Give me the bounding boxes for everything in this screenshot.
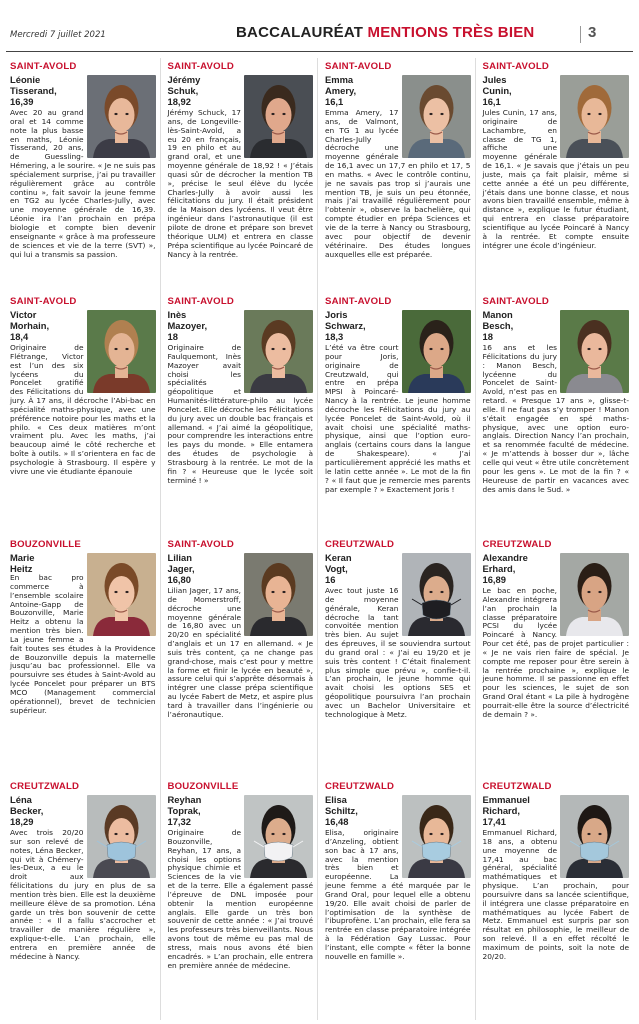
student-photo: [244, 553, 313, 636]
student-entry: [479, 778, 634, 1020]
students-grid: [6, 58, 633, 1020]
student-name: Schwarz,: [325, 320, 366, 331]
student-name: Cunin,: [482, 85, 512, 96]
town-label: SAINT-AVOLD: [167, 539, 235, 550]
student-entry: [321, 58, 476, 293]
student-name: Vogt,: [325, 563, 348, 574]
student-name: Toprak,: [167, 805, 201, 816]
student-name: Emma: [325, 74, 354, 85]
town-label: CREUTZWALD: [325, 539, 395, 550]
student-grade: 18,92: [167, 96, 191, 107]
student-photo: [402, 795, 471, 878]
student-photo: [244, 75, 313, 158]
title-accent: MENTIONS TRÈS BIEN: [367, 24, 535, 41]
student-grade: 16: [325, 574, 336, 585]
student-name: Jager,: [167, 563, 195, 574]
student-grade: 18: [482, 331, 493, 342]
student-article-text: Originaire de Faulquemont, Inès Mazoyer avait choisi les spécialités géopolitique et Humanités-littérature-philo au lycée Poncelet. Elle décroche les Félicitations du jury avec un double bac français et allemand. « J’ai aimé la géopolitique, pour comprendre les interactions entre les pays du monde. » Elle entamera des études de psychologie à Strasbourg à la rentrée. Le mot de la fin ? « Heureuse que le lycée soit terminé ! »: [167, 343, 313, 485]
student-entry: [164, 58, 319, 293]
student-photo: [87, 795, 156, 878]
student-article-text: Originaire de Flétrange, Victor est l’un des six lycéens du Poncelet gratifié des Félicitations du jury. À 17 ans, il décroche l’Abi-bac en spécialité maths-physique, avec une préférence notoire pour les maths et la philo. « Ces deux matières m’ont vraiment plu. Avec les maths, j’ai beaucoup aimé le côté recherche et boîte à outils. » Il s’orientera en fac de psychologie à Strasbourg. Il espère y vivre une vie étudiante épanouie: [10, 343, 156, 476]
student-name: Alexandre: [482, 552, 528, 563]
student-name: Jérémy: [167, 74, 201, 85]
town-label: BOUZONVILLE: [167, 781, 239, 792]
header-rule: [6, 51, 633, 52]
student-name: Reyhan: [167, 794, 202, 805]
student-name: Elisa: [325, 794, 347, 805]
student-name: Joris: [325, 309, 348, 320]
student-grade: 16,39: [10, 96, 34, 107]
student-photo: [244, 310, 313, 393]
town-label: BOUZONVILLE: [10, 539, 81, 550]
student-entry: [479, 58, 634, 293]
student-article-text: Lilian Jager, 17 ans, de Momerstroff, décroche une moyenne générale de 16,80 avec un 20/20 en spécialité d’anglais et un 17 en allemand. « Je suis très content, ça ne change pas grand-chose, mais c’est pour y mettre la forme et finir le lycée en beauté », assure celui qui s’apprête désormais à intégrer une classe prépa scientifique au lycée Fabert de Metz, et aspire plus tard à travailler dans l’ingénierie ou l’aéronautique.: [167, 586, 313, 719]
student-name: Victor: [10, 309, 37, 320]
student-grade: 18,3: [325, 331, 344, 342]
student-name: Lilian: [167, 552, 192, 563]
student-name: Manon: [482, 309, 513, 320]
student-name: Marie: [10, 552, 35, 563]
student-grade: 17,32: [167, 816, 191, 827]
student-photo: [402, 75, 471, 158]
page-title: [236, 24, 534, 41]
town-label: CREUTZWALD: [482, 539, 552, 550]
student-entry: [321, 778, 476, 1020]
student-name: Keran: [325, 552, 352, 563]
town-label: SAINT-AVOLD: [10, 296, 77, 307]
student-entry: [479, 536, 634, 778]
student-article-text: Emmanuel Richard, 18 ans, a obtenu une moyenne de 17,41 au bac général, spécialité mathématiques et physique. L’an prochain, pour poursuivre dans sa lancée scientifique, il intégrera une classe préparatoire en mathématiques au lycée Fabert de Metz. Emmanuel est surpris par son résultat en philosophie, le meilleur de son relevé. Il a en effet récolté le maximum de points, soit la note de 20/20.: [482, 828, 629, 961]
student-name: Tisserand,: [10, 85, 57, 96]
student-photo: [87, 75, 156, 158]
town-label: SAINT-AVOLD: [325, 61, 392, 72]
student-photo: [87, 553, 156, 636]
town-label: SAINT-AVOLD: [482, 296, 550, 307]
student-article-text: Avec 20 au grand oral et 14 comme note la plus basse en maths, Léonie Tisserand, 20 ans, de Guessling-Hémering, a le sourire. « Je ne suis pas spécialement surprise, j’ai pu travailler régulièrement grâce au contrôle continu », fait savoir la jeune femme en TG2 au lycée Charles-Jully, avec une moyenne générale de 16,39. Léonie ira l’an prochain en prépa biologie et compte bien devenir enseignante « grâce à ma professeure de sciences et vie de la terre (SVT) », qui lui a transmis sa passion.: [10, 108, 156, 259]
student-name: Inès: [167, 309, 187, 320]
student-entry: [164, 536, 319, 778]
student-photo: [560, 553, 629, 636]
student-article-text: 16 ans et les Félicitations du jury : Manon Besch, lycéenne du Poncelet de Saint-Avold, n’est pas en retard. « Presque 17 ans », glisse-t-elle. Il ne faut pas s’y tromper ! Manon s’était engagée en spé maths-physique, avec une option euro-anglais. Direction Nancy l’an prochain, et sa renommée faculté de médecine. « Je m’attends à bosser dur », lâche celle qui veut « être utile concrètement pour les gens ». Le mot de la fin ? « Heureuse de partir en vacances avec des amis dans le Sud. »: [482, 343, 629, 494]
town-label: CREUTZWALD: [10, 781, 80, 792]
student-grade: 16,1: [325, 96, 344, 107]
page-number: 3: [588, 24, 597, 41]
town-label: SAINT-AVOLD: [10, 61, 77, 72]
student-photo: [87, 310, 156, 393]
student-entry: [164, 778, 319, 1020]
student-photo: [560, 75, 629, 158]
town-label: SAINT-AVOLD: [167, 296, 235, 307]
student-name: Schiltz,: [325, 805, 358, 816]
student-entry: [6, 536, 161, 778]
town-label: CREUTZWALD: [325, 781, 395, 792]
student-name: Emmanuel: [482, 794, 530, 805]
student-name: Léna: [10, 794, 32, 805]
student-grade: 18: [167, 331, 178, 342]
student-article-text: Avec tout juste 16 de moyenne générale, Keran décroche la tant convoitée mention très bien. Au sujet des épreuves, il se souviendra surtout du grand oral : « J’ai eu 19/20 et je suis très content ! C’était finalement plus simple que prévu », confie-t-il. L’an prochain, le jeune homme qui avait choisi les options SES et géopolitique poursuivra l’an prochain avec un Bachelor Universitaire et technologique à Metz.: [325, 586, 471, 719]
student-photo: [244, 795, 313, 878]
student-photo: [402, 310, 471, 393]
student-name: Morhain,: [10, 320, 50, 331]
student-grade: 17,41: [482, 816, 506, 827]
student-article-text: Jules Cunin, 17 ans, originaire de Lachambre, en classe de TG 1, affiche une moyenne générale de 16,1. « Je savais que j’étais un peu juste, mais ça fait plaisir, même si cette année a été un peu différente, j’étais dans une bonne classe, et nous avons bien travaillé ensemble, même à distance », explique le futur étudiant, qui entrera en classe préparatoire scientifique au lycée Poincaré à Nancy à la rentrée. Et compte ensuite intégrer une école d’ingénieur.: [482, 108, 629, 250]
student-photo: [560, 310, 629, 393]
student-entry: [479, 293, 634, 536]
student-entry: [321, 293, 476, 536]
student-photo: [560, 795, 629, 878]
town-label: SAINT-AVOLD: [482, 61, 550, 72]
student-name: Richard,: [482, 805, 521, 816]
title-main: BACCALAURÉAT: [236, 24, 364, 41]
student-name: Heitz: [10, 563, 33, 574]
student-grade: 16,1: [482, 96, 501, 107]
town-label: SAINT-AVOLD: [167, 61, 235, 72]
student-grade: 16,48: [325, 816, 349, 827]
student-article-text: En bac pro commerce à l’ensemble scolaire Antoine-Gapp de Bouzonville, Marie Heitz a obtenu la mention très bien. La jeune femme a fait toutes ses études à la Providence de Bouzonville depuis la maternelle jusqu’au bac professionnel. Elle va poursuivre ses études à Saint-Avold au lycée Poncelet pour préparer un BTS MCO (Management commercial opérationnel), brevet de technicien supérieur.: [10, 573, 156, 715]
student-article-text: Originaire de Bouzonville, Reyhan, 17 ans, a choisi les options physique chimie et Sciences de la vie et de la terre. Elle a également passé l’épreuve de DNL imposée pour obtenir la mention européenne anglais. Elle garde un très bon souvenir de cette année : « J’ai trouvé les professeurs très bienveillants. Nous avons tout de même eu pas mal de stress, mais nous avons été bien encadrés. » L’an prochain, elle entrera en première année de médecine.: [167, 828, 313, 970]
student-photo: [402, 553, 471, 636]
student-name: Erhard,: [482, 563, 516, 574]
student-entry: [6, 58, 161, 293]
header-separator: [580, 26, 581, 43]
student-name: Besch,: [482, 320, 514, 331]
student-grade: 18,4: [10, 331, 29, 342]
student-grade: 16,89: [482, 574, 506, 585]
student-name: Mazoyer,: [167, 320, 208, 331]
student-entry: [321, 536, 476, 778]
issue-date: Mercredi 7 juillet 2021: [10, 30, 106, 40]
student-article-text: Elisa, originaire d’Anzeling, obtient son bac à 17 ans, avec la mention très bien et européenne. La jeune femme a été marquée par le Grand Oral, pour lequel elle a obtenu 19/20. Elle avait choisi de parler de l’optimisation de la synthèse de l’ibuprofène. L’an prochain, elle fera sa rentrée en classe préparatoire intégrée à la Fédération Gay Lussac. Pour l’instant, elle compte « fêter la bonne nouvelle en famille ».: [325, 828, 471, 961]
student-grade: 16,80: [167, 574, 191, 585]
student-article-text: Avec trois 20/20 sur son relevé de notes, Léna Becker, qui vit à Chémery-les-Deux, a eu le droit aux félicitations du jury en plus de sa mention très bien. Elle est la deuxième meilleure élève de sa promotion. Léna garde un très bon souvenir de cette année : « Il a fallu s’accrocher et travailler de manière régulière », explique-t-elle. L’an prochain, elle entrera en première année de médecine à Nancy.: [10, 828, 156, 961]
student-name: Schuk,: [167, 85, 199, 96]
student-name: Amery,: [325, 85, 357, 96]
student-name: Léonie: [10, 74, 41, 85]
student-name: Becker,: [10, 805, 44, 816]
student-entry: [6, 778, 161, 1020]
student-article-text: L’été va être court pour Joris, originaire de Creutzwald, qui entre en prépa MPSI à Poincaré-Nancy à la rentrée. Le jeune homme décroche les Félicitations du jury au lycée Poncelet de Saint-Avold, où il avait choisi une spécialité maths-physique, ainsi que l’option euro-anglais (certains cours dans la langue de Shakespeare). « J’ai particulièrement apprécié les maths et le latin cette année ». Le mot de la fin ? « Il faut que je remercie mes parents par exemple ? » Exactement Joris !: [325, 343, 471, 494]
student-name: Jules: [482, 74, 507, 85]
student-article-text: Emma Amery, 17 ans, de Valmont, en TG 1 au lycée Charles-Jully décroche une moyenne générale de 16,1 avec un 17,7 en philo et 17, 5 en maths. « Avec le contrôle continu, je ne savais pas trop si j’aurais une mention TB, je suis un peu étonnée, mais j’ai travaillé régulièrement pour l’obtenir », observe la bachelière, qui compte étudier en prépa Sciences et vie de la terre à Nancy ou Strasbourg, avec pour objectif de devenir vétérinaire. Des études longues auxquelles elle est préparée.: [325, 108, 471, 259]
page-header: [0, 0, 639, 52]
student-entry: [6, 293, 161, 536]
student-article-text: Le bac en poche, Alexandre intégrera l’an prochain la classe préparatoire PCSI du lycée Poincaré à Nancy. Pour cet été, pas de projet particulier : « Je ne vais rien faire de spécial. Je compte me reposer pour être serein à la rentrée prochaine », explique le jeune homme. Il se passionne en effet pour les sciences, le sujet de son Grand Oral étant « La pile à hydrogène pourrait-elle être la source d’électricité de demain ? ».: [482, 586, 629, 719]
student-entry: [164, 293, 319, 536]
town-label: CREUTZWALD: [482, 781, 552, 792]
student-grade: 18,29: [10, 816, 34, 827]
town-label: SAINT-AVOLD: [325, 296, 392, 307]
student-article-text: Jérémy Schuck, 17 ans, de Longeville-lès-Saint-Avold, a eu 20 en français, 19 en philo et au grand oral, et une moyenne générale de 18,92 ! « J’étais quasi sûr de décrocher la mention TB », précise le seul élève du lycée Charles-Jully à avoir aussi les félicitations du jury. Il était président de la Maison des lycéens. Il veut être ingénieur dans l’astronautique (il est pilote de drone et prépare son brevet théorique ULM) et entrera en classe Prépa scientifique au lycée Poincaré de Nancy à la rentrée.: [167, 108, 313, 259]
